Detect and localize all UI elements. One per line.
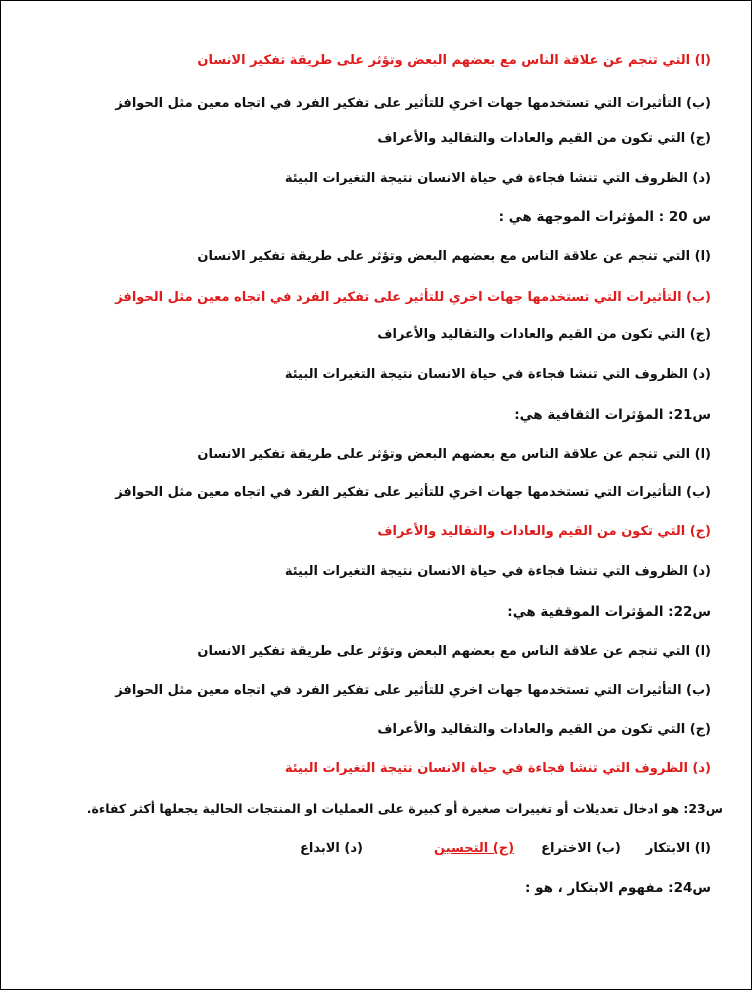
q21-option-b: (ب) التأثيرات التي تستخدمها جهات اخري للتأثير على تفكير الفرد في اتجاه معين مثل الحوافز xyxy=(115,485,711,500)
q20-option-d: (د) الظروف التي تنشا فجاءة في حياة الانسان نتيجة التغيرات البيئة xyxy=(284,367,711,382)
q20-option-c: (ج) التي تكون من القيم والعادات والتقاليد والأعراف xyxy=(377,327,711,342)
question-22: س22: المؤثرات الموقفية هي: xyxy=(507,604,711,620)
q22-option-b: (ب) التأثيرات التي تستخدمها جهات اخري للتأثير على تفكير الفرد في اتجاه معين مثل الحوافز xyxy=(115,683,711,698)
q20-option-a: (ا) التي تنجم عن علاقة الناس مع بعضهم البعض وتؤثر على طريقة تفكير الانسان xyxy=(197,249,711,264)
q19-option-a-answer: (ا) التي تنجم عن علاقة الناس مع بعضهم البعض وتؤثر على طريقة تفكير الانسان xyxy=(197,53,711,68)
q23-option-d: (د) الابداع xyxy=(299,841,363,856)
q19-option-d: (د) الظروف التي تنشا فجاءة في حياة الانسان نتيجة التغيرات البيئة xyxy=(284,171,711,186)
question-21: س21: المؤثرات الثقافية هي: xyxy=(514,407,711,423)
q22-option-d-answer: (د) الظروف التي تنشا فجاءة في حياة الانسان نتيجة التغيرات البيئة xyxy=(284,761,711,776)
question-24: س24: مفهوم الابتكار ، هو : xyxy=(525,880,711,896)
question-20: س 20 : المؤثرات الموجهة هي : xyxy=(498,209,711,225)
q23-option-b: (ب) الاختراع xyxy=(541,841,621,856)
q21-option-c-answer: (ج) التي تكون من القيم والعادات والتقاليد والأعراف xyxy=(377,524,711,539)
q23-option-a: (ا) الابتكار xyxy=(645,841,711,856)
q21-option-d: (د) الظروف التي تنشا فجاءة في حياة الانسان نتيجة التغيرات البيئة xyxy=(284,564,711,579)
q19-option-c: (ج) التي تكون من القيم والعادات والتقاليد والأعراف xyxy=(377,131,711,146)
q22-option-c: (ج) التي تكون من القيم والعادات والتقاليد والأعراف xyxy=(377,722,711,737)
q22-option-a: (ا) التي تنجم عن علاقة الناس مع بعضهم البعض وتؤثر على طريقة تفكير الانسان xyxy=(197,644,711,659)
q20-option-b-answer: (ب) التأثيرات التي تستخدمها جهات اخري للتأثير على تفكير الفرد في اتجاه معين مثل الحوافز xyxy=(115,290,711,305)
q19-option-b: (ب) التأثيرات التي تستخدمها جهات اخري للتأثير على تفكير الفرد في اتجاه معين مثل الحوافز xyxy=(115,96,711,111)
question-23: س23: هو ادخال تعديلات أو تغييرات صغيرة أو كبيرة على العمليات او المنتجات الحالية يجعلها أكثر كفاءة. xyxy=(86,801,723,816)
q23-options-row xyxy=(300,841,711,856)
q23-option-c-answer: (ج) التحسين xyxy=(434,841,515,856)
q21-option-a: (ا) التي تنجم عن علاقة الناس مع بعضهم البعض وتؤثر على طريقة تفكير الانسان xyxy=(197,447,711,462)
